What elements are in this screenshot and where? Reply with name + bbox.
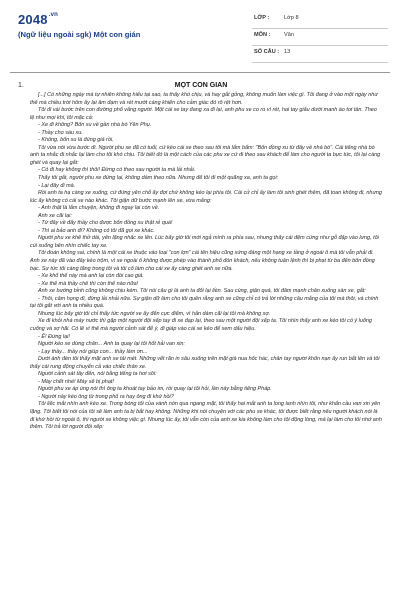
meta-row-subject xyxy=(252,29,388,46)
passage-paragraph: - Ê! Đứng lại! xyxy=(38,333,70,340)
page-header xyxy=(0,0,400,70)
meta-value: 13 xyxy=(284,49,291,55)
meta-key: LỚP : xyxy=(254,15,270,21)
passage-paragraph: - Anh thật là lắm chuyện, không đi ngay lại còn về. xyxy=(38,205,160,212)
meta-info-box xyxy=(252,12,388,63)
passage-paragraph: - Từ đây về đấy thầy cho được bốn đồng xu thật rẻ quá! xyxy=(38,220,173,227)
site-logo[interactable] xyxy=(18,12,58,27)
passage-title: MỘT CON GIÁN xyxy=(174,82,228,89)
passage-paragraph: - Mày chết nhé! Mày sẽ bị phạt! xyxy=(38,378,114,385)
passage-paragraph: [...] Có những ngày mà tự nhiên không hiểu tại sao, ta thấy khó chịu, và hay gắt gỏng, không muốn làm việc gì. Tôi đang ở vào một ngày như thế mà chiều trời hôm ấy lại âm đạm và rét mướt càng khiến cho cảm giác đó rõ rệt hơn. xyxy=(30,92,378,106)
passage-paragraph: - Thầy cho sáu xu. xyxy=(38,129,83,136)
passage-paragraph: - Xe khổ thế này mà anh lại còn đòi cao giá. xyxy=(38,273,144,280)
logo-text: 2048 xyxy=(18,12,48,27)
passage-paragraph: Tôi vừa nói vừa bước đi. Người phu xe đã có tuổi, cứ kéo cái xe theo sau tôi mà lẩm bẩm: "Bốn đồng xu từ đây về nhà bò". Cái tiếng nhà bò anh ta nhắc đi nhắc lại làm cho tôi khó chịu. Tôi biết đó là một cách của các phu xe cứ đi theo sau khách để làm cho người ta bực tức, tôi lại càng ghét và quay lại gắt: xyxy=(30,144,381,166)
exercise-title: (Ngữ liệu ngoài sgk) Một con gián xyxy=(18,30,141,39)
question-number: 1. xyxy=(18,82,24,89)
passage-paragraph: Rồi anh ta hạ càng xe xuống, cứ đứng yên chỗ ấy đợi chứ không kéo lại phía tôi. Cái cử chỉ ấy làm tôi sinh ghét thêm, đã toan không đi, nhưng lúc ấy không có cái xe nào khác. Tôi giận dữ bước mạnh lên xe, vừa mắng: xyxy=(30,190,382,204)
passage-paragraph: Tôi đi vài bước trên con đường phố vắng người. Một cái xe tay đang xa đi lại, anh phu xe co ro vì rét, hai tay giấu dưới manh áo tơi tàn. Theo lệ như mọi khi, tôi mặc cả: xyxy=(30,107,377,121)
passage-paragraph: Dưới ánh đèn tôi thấy mặt anh xe tái mét. Những vết răn in sâu xuống trên mặt già nua hốc hác, chân tay người khốn nạn ấy run bắt lên và tôi thấy cái rung động chuyển cả vào chiếc thân xe. xyxy=(30,356,380,370)
passage-paragraph: Tôi đoán không sai, chính là một cái xe thuộc vào loại "con lợn" cái tên hiệu cũng xứng đáng một hạng xe tầng ở ngoài ô mà tôi vẫn phải đi. Anh xe này đã vào đây kéo trộm, vì xe ngoài ô không được phép vào thành phố đón khách, nếu không tuân lệnh thì bị phạt từ ba đến bốn đồng bạc. Sự tức tối càng tăng trong tôi và tôi cố làm cho cái xe ấy càng ghét anh xe nữa. xyxy=(30,250,375,272)
passage-paragraph: Người phu xe khẽ thở dài, yên lặng nhấc xe lên. Lúc bấy giờ tôi mới ngả mình ra phía sau, nhưng thấy cái đệm cứng như gỗ đập vào lưng, tôi cúi xuống bên nhìn chiếc tay xe. xyxy=(30,235,379,249)
passage-paragraph: Người cảnh sát tây đến, nói bằng tiếng ta hơi sõi: xyxy=(38,371,157,378)
passage-paragraph: Tôi liếc mắt nhìn anh kéo xe. Trong bóng tối của vành nón qua ngang mặt, tôi thấy hai mắt anh ta long lanh nhìn tôi, như khẩn cầu van xin yên lặng. Tôi biết tôi nói của tôi sẽ làm anh ta bị bắt hay không. Những khi nói chuyện với các phu xe khác, tôi được biết rằng nếu người khách nói là đi khứ hồi từ ngoài ô, thì người xe không việc gì. Nhưng lúc ấy, tôi vẫn còn của anh xe kia không làm cho tôi động lòng, mà lại làm cho tôi nhớ anh thêm. Tôi trả lời người đội xếp: xyxy=(30,401,382,431)
reading-passage xyxy=(16,82,386,598)
passage-paragraph: Xe đi khỏi nhà máy nước thì gặp một người đội xếp tay đi xe đạp lại, theo sau một người đội xếp ta. Tôi nhìn thấy anh xe kéo tôi có ý luống cuống và sợ hãi. Có lẽ vì thế mà người cảnh sát để ý, đi giáp vào cái xe kéo để xem dấu hiệu. xyxy=(30,318,372,332)
passage-paragraph: - Thì ai bảo anh đi? Không có tôi đã gọi xe khác. xyxy=(38,227,155,234)
passage-paragraph: Người phu xe áp úng nói thì ông ta khoát tay bảo im, rồi quay lại tôi hỏi, lần này bằng tiếng Pháp. xyxy=(38,386,272,393)
passage-body xyxy=(30,92,382,432)
passage-paragraph: - Lại đây đi mà. xyxy=(38,182,76,189)
meta-value: Lớp 8 xyxy=(284,15,299,21)
passage-paragraph: Anh xe cãi lại: xyxy=(38,212,72,219)
header-divider xyxy=(10,72,390,73)
meta-row-class xyxy=(252,12,388,29)
passage-paragraph: - Lạy thầy... thầy nói giúp con... thầy làm ơn... xyxy=(38,348,148,355)
passage-paragraph: Nhưng lúc bấy giờ tôi chỉ thấy tức người xe ấy đến cực điểm, vì hắn dám cãi lại tôi mà không sợ. xyxy=(38,310,271,317)
passage-paragraph: - Không, bốn xu là đúng giá rồi. xyxy=(38,137,114,144)
passage-paragraph: - Xe thế mà thầy chê thì còn thế nào nữa! xyxy=(38,280,139,287)
meta-value: Văn xyxy=(284,32,294,38)
meta-row-question-count xyxy=(252,46,388,63)
passage-paragraph: - Xe đi không? Bốn xu về gần nhà bò Yên Phụ. xyxy=(38,122,152,129)
passage-paragraph: - Người này kéo ông từ trong phố ra hay ông đi khứ hồi? xyxy=(38,393,174,400)
passage-paragraph: - Thôi, câm họng đi, đừng lải nhải nữa. Sự giận dữ làm cho tôi quên rằng anh xe cũng chỉ có trả lời những câu mắng của tôi mà thôi, và chính tại tôi gắt với anh ta nhiều quá. xyxy=(30,295,379,310)
passage-paragraph: Anh xe bướng bỉnh cũng không chịu kém. Tôi nói câu gì là anh ta đối lại liền. Sau cùng, giận quá, tôi đâm mạnh chân xuống sàn xe, gắt: xyxy=(38,288,366,295)
meta-key: MÔN : xyxy=(254,32,271,38)
passage-paragraph: Thấy tôi gắt, người phu xe đứng lại, không dám theo nữa. Nhưng để tôi đi một quãng xa, anh ta gọi: xyxy=(38,175,279,182)
passage-paragraph: Người kéo xe dừng chân... Anh ta quay lại tôi hốt hải van xin: xyxy=(38,341,185,348)
logo-suffix: .vn xyxy=(48,12,59,18)
meta-key: SỐ CÂU : xyxy=(254,49,280,55)
passage-paragraph: - Có đi hay không thì thôi! Đừng có theo sau người ta mà lải nhải. xyxy=(38,167,196,174)
